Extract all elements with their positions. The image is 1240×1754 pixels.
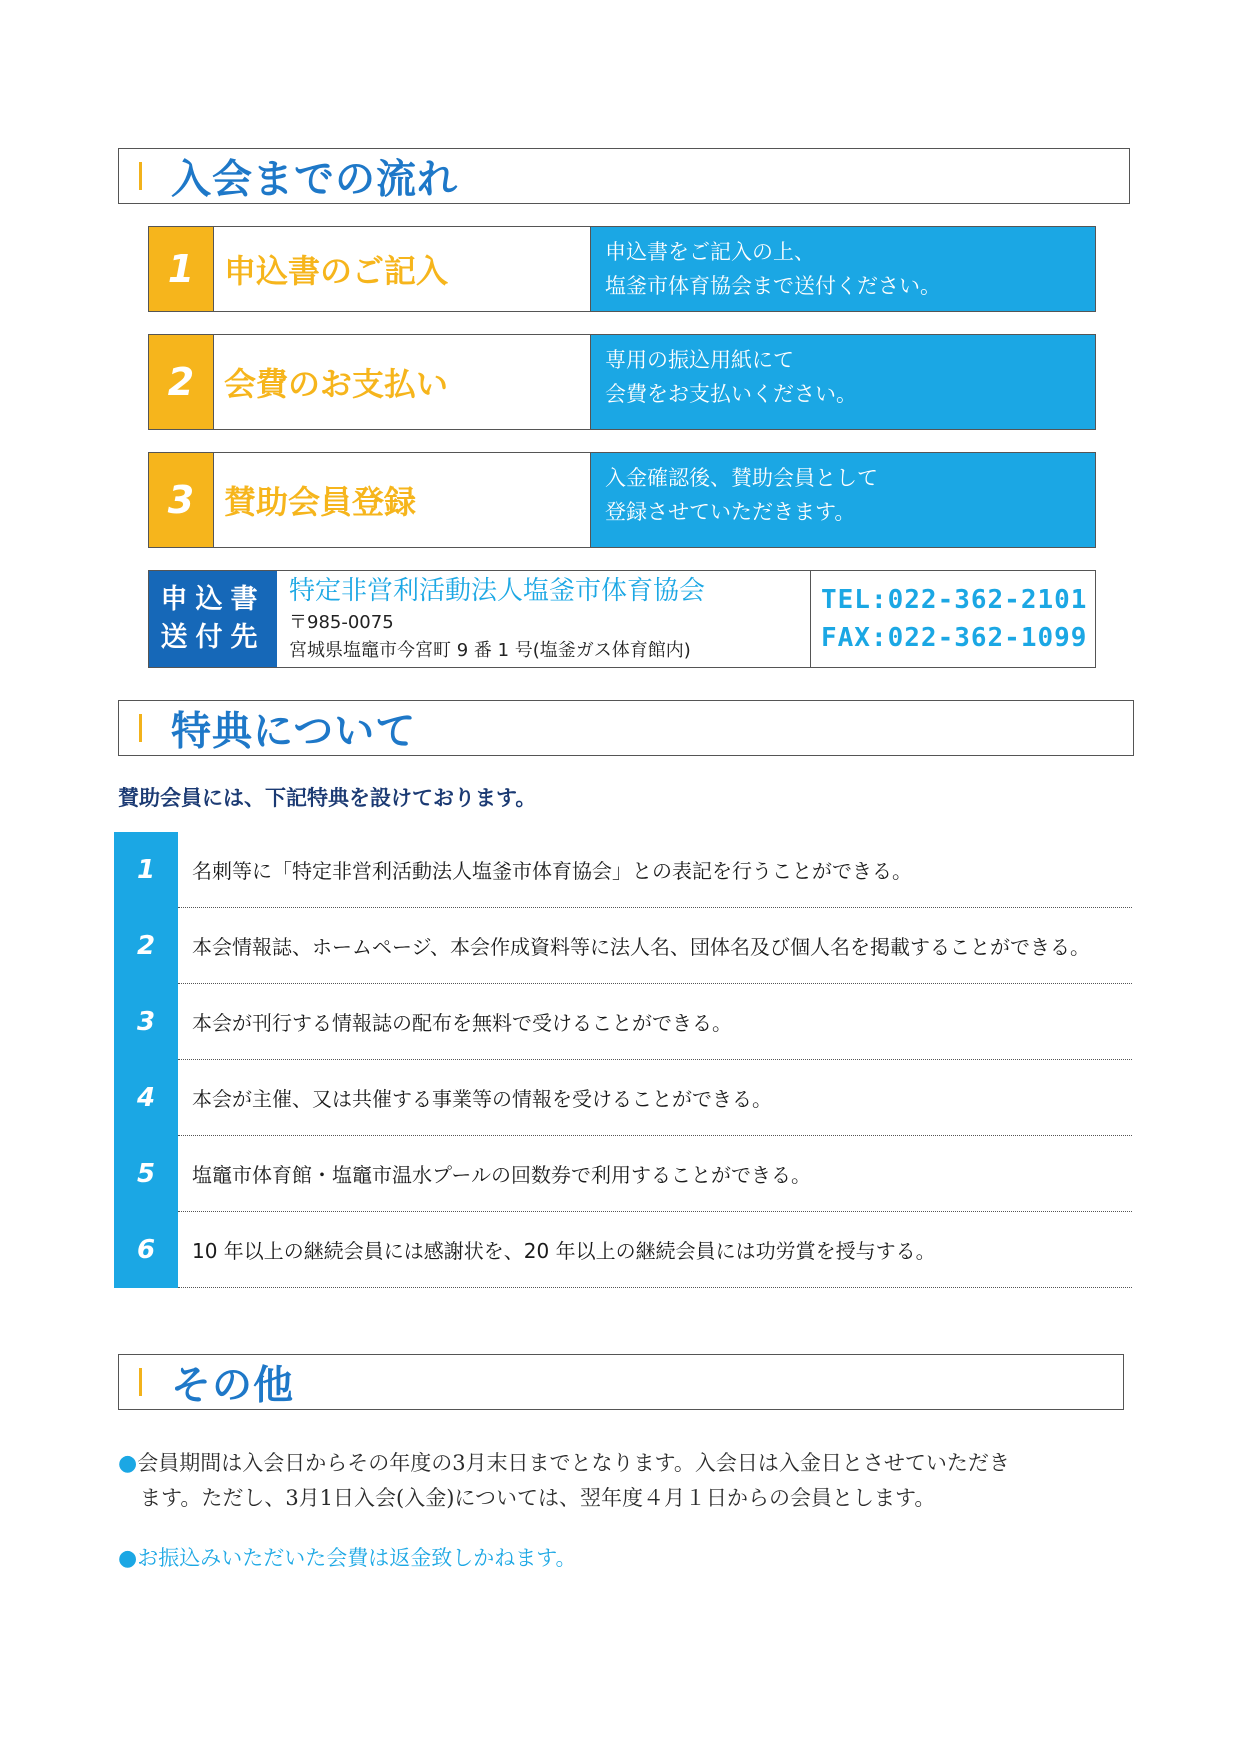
step-title: 賛助会員登録: [214, 453, 590, 547]
step-description-line: 申込書をご記入の上、: [605, 240, 815, 264]
step-number: 2: [149, 335, 214, 429]
step-description-line: 登録させていただきます。: [605, 500, 856, 524]
address: 宮城県塩竈市今宮町 9 番 1 号(塩釜ガス体育館内): [289, 640, 691, 661]
step-description-line: 塩釜市体育協会まで送付ください。: [605, 274, 941, 298]
benefit-number: 2: [114, 908, 178, 984]
benefit-number: 6: [114, 1212, 178, 1288]
fax-number: FAX:022-362-1099: [821, 623, 1088, 653]
step-3: [148, 452, 1096, 548]
benefit-text: 本会情報誌、ホームページ、本会作成資料等に法人名、団体名及び個人名を掲載することができる。: [178, 908, 1132, 984]
step-number: 1: [149, 227, 214, 311]
benefit-text: 塩竈市体育館・塩竈市温水プールの回数券で利用することができる。: [178, 1136, 1132, 1212]
benefits-intro: 賛助会員には、下記特典を設けております。: [118, 786, 537, 810]
section-title: 入会までの流れ: [171, 156, 458, 203]
benefit-number: 1: [114, 832, 178, 908]
benefit-text: 名刺等に「特定非営利活動法人塩釜市体育協会」との表記を行うことができる。: [178, 832, 1132, 908]
contact-label: [149, 571, 277, 667]
contact-box: [148, 570, 1096, 668]
list-item: [114, 908, 1132, 984]
list-item: [114, 1212, 1132, 1288]
list-item: [114, 1136, 1132, 1212]
section-header-benefits: [118, 700, 1134, 756]
note-refund: [118, 1541, 1118, 1576]
organization-name: 特定非営利活動法人塩釜市体育協会: [289, 576, 706, 606]
benefit-text: 本会が主催、又は共催する事業等の情報を受けることができる。: [178, 1060, 1132, 1136]
section-header-other: [118, 1354, 1124, 1410]
section-title: その他: [171, 1362, 294, 1409]
note-line: [118, 1481, 1118, 1515]
note-text: お振込みいただいた会費は返金致しかねます。: [137, 1546, 577, 1570]
benefit-number: 3: [114, 984, 178, 1060]
step-description: [590, 453, 1095, 547]
benefit-number: 5: [114, 1136, 178, 1212]
accent-bar: [139, 162, 142, 190]
step-description-line: 入金確認後、賛助会員として: [605, 466, 878, 490]
note-membership-period: [118, 1446, 1118, 1515]
list-item: [114, 832, 1132, 908]
step-title: 申込書のご記入: [214, 227, 590, 311]
bullet-icon: ●: [118, 1546, 138, 1571]
note-line: [118, 1446, 1118, 1481]
step-1: [148, 226, 1096, 312]
benefits-list: [114, 832, 1132, 1288]
accent-bar: [139, 714, 142, 742]
step-description: [590, 227, 1095, 311]
list-item: [114, 1060, 1132, 1136]
note-text: 会員期間は入会日からその年度の3月末日までとなります。入会日は入金日とさせていただき: [137, 1451, 1010, 1475]
benefit-text: 本会が刊行する情報誌の配布を無料で受けることができる。: [178, 984, 1132, 1060]
step-description: [590, 335, 1095, 429]
step-description-line: 専用の振込用紙にて: [605, 348, 794, 372]
list-item: [114, 984, 1132, 1060]
contact-phone-block: [811, 571, 1095, 667]
step-description-line: 会費をお支払いください。: [605, 382, 857, 406]
section-header-flow: [118, 148, 1130, 204]
note-text: ます。ただし、3月1日入会(入金)については、翌年度４月１日からの会員とします。: [140, 1486, 936, 1510]
benefit-text: 10 年以上の継続会員には感謝状を、20 年以上の継続会員には功労賞を授与する。: [178, 1212, 1132, 1288]
contact-label-line: 送付先: [160, 622, 266, 653]
benefit-number: 4: [114, 1060, 178, 1136]
contact-address-block: [277, 571, 811, 667]
step-2: [148, 334, 1096, 430]
postal-code: 〒985-0075: [289, 612, 394, 633]
step-title: 会費のお支払い: [214, 335, 590, 429]
contact-label-line: 申込書: [160, 584, 266, 615]
step-number: 3: [149, 453, 214, 547]
accent-bar: [139, 1368, 142, 1396]
bullet-icon: ●: [118, 1451, 138, 1476]
tel-number: TEL:022-362-2101: [821, 585, 1088, 615]
section-title: 特典について: [171, 708, 417, 755]
